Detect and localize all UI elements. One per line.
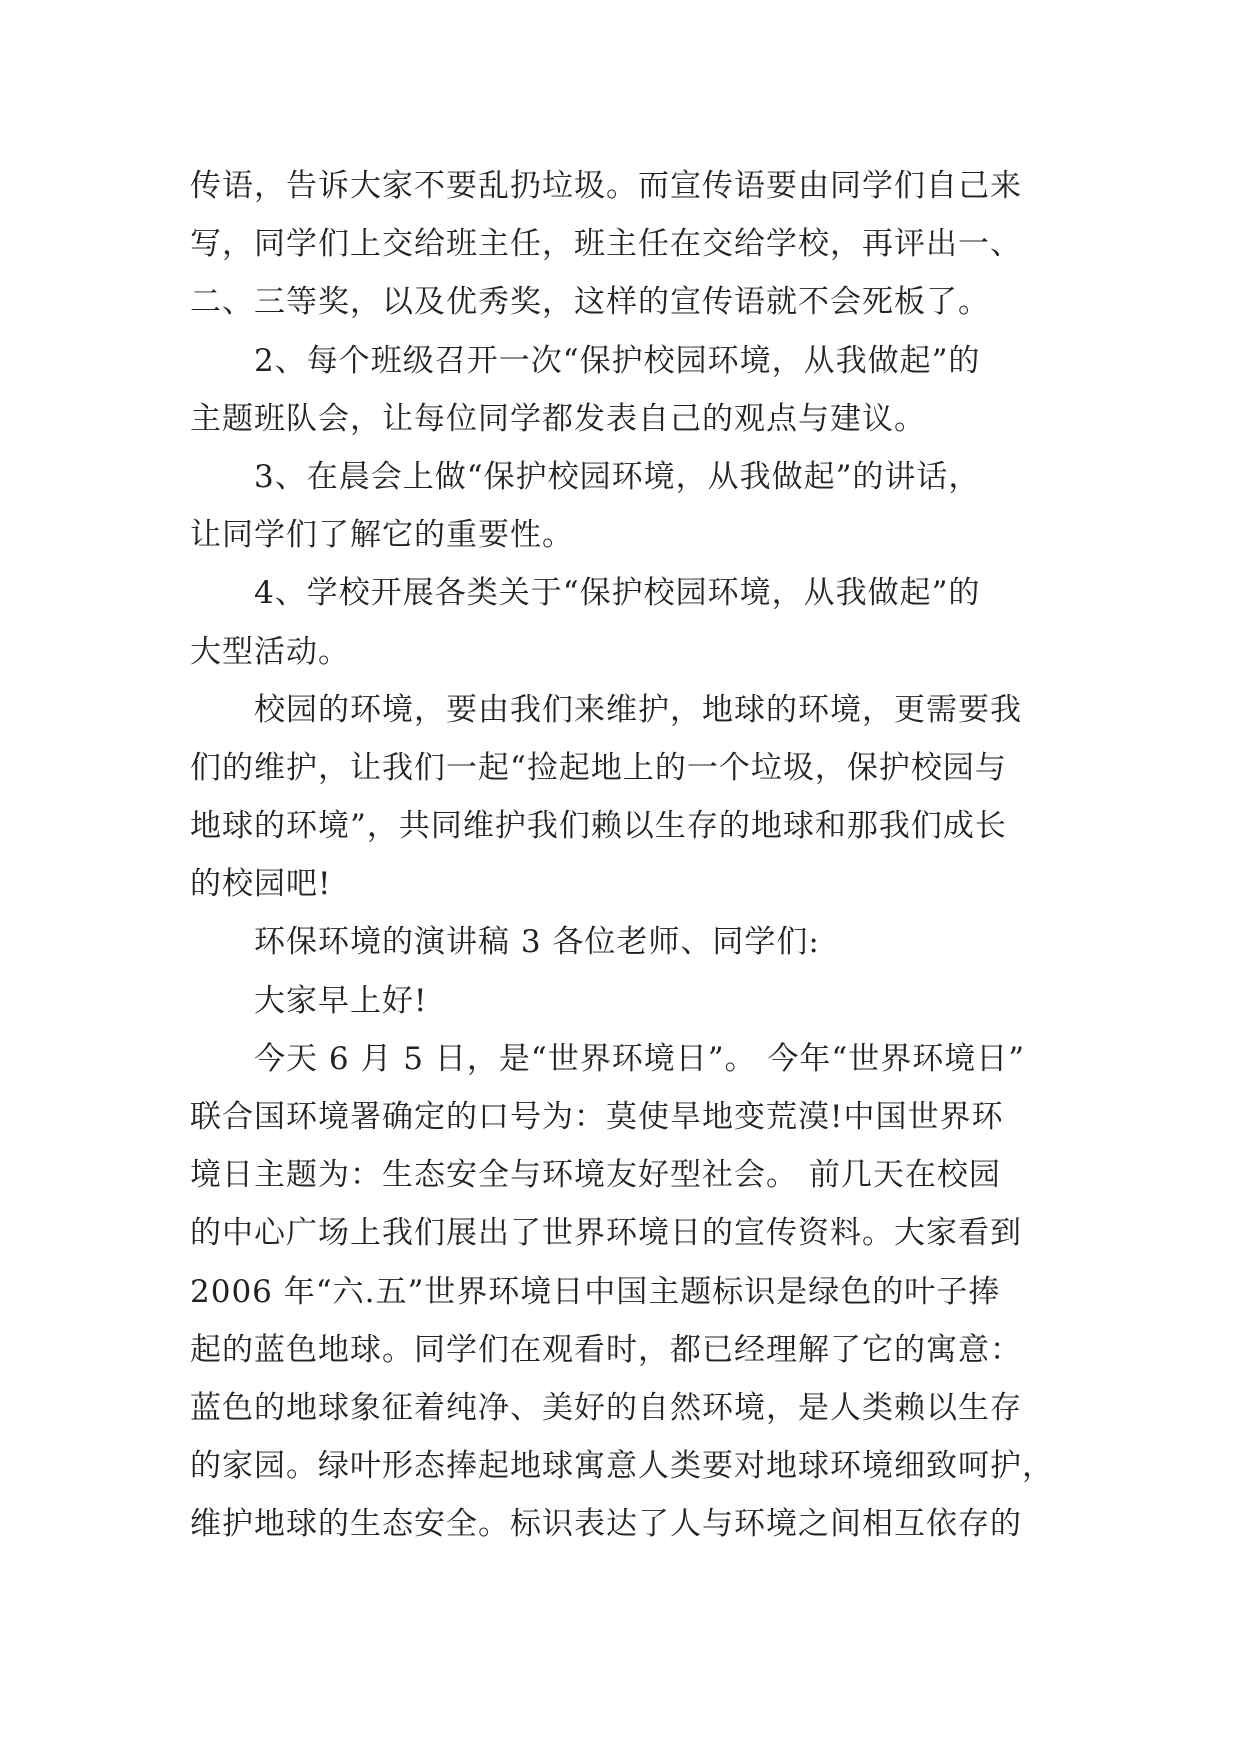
text-line: 3、在晨会上做“保护校园环境，从我做起”的讲话，: [254, 458, 981, 495]
text-line: 今天 6 月 5 日，是“世界环境日”。 今年“世界环境日”: [254, 1040, 1026, 1077]
text-line: 传语，告诉大家不要乱扔垃圾。而宣传语要由同学们自己来: [190, 168, 1022, 204]
text-line: 的校园吧!: [190, 866, 332, 903]
text-line: 地球的环境”，共同维护我们赖以生存的地球和那我们成长: [190, 808, 1007, 845]
text-line: 联合国环境署确定的口号为：莫使旱地变荒漠!中国世界环: [190, 1099, 1004, 1135]
text-line: 4、学校开展各类关于“保护校园环境，从我做起”的: [254, 575, 981, 612]
text-line: 起的蓝色地球。同学们在观看时，都已经理解了它的寓意：: [190, 1331, 1022, 1368]
text-line: 维护地球的生态安全。标识表达了人与环境之间相互依存的: [190, 1506, 1022, 1543]
text-line: 让同学们了解它的重要性。: [190, 517, 574, 554]
document-body: [190, 157, 1080, 1554]
text-line: 二、三等奖，以及优秀奖，这样的宣传语就不会死板了。: [190, 284, 990, 321]
text-line: 蓝色的地球象征着纯净、美好的自然环境，是人类赖以生存: [190, 1389, 1022, 1426]
text-line: 校园的环境，要由我们来维护，地球的环境，更需要我: [254, 691, 1022, 728]
text-line: 大家早上好!: [254, 982, 428, 1019]
text-line: 2006 年“六.五”世界环境日中国主题标识是绿色的叶子捧: [190, 1273, 1001, 1310]
text-line: 2、每个班级召开一次“保护校园环境，从我做起”的: [254, 342, 981, 379]
text-line: 的中心广场上我们展出了世界环境日的宣传资料。大家看到: [190, 1215, 1022, 1252]
text-line: 们的维护，让我们一起“捡起地上的一个垃圾，保护校园与: [190, 749, 1007, 786]
text-line: 写，同学们上交给班主任，班主任在交给学校，再评出一、: [190, 226, 1022, 263]
text-line: 主题班队会，让每位同学都发表自己的观点与建议。: [190, 400, 926, 437]
text-line: 境日主题为：生态安全与环境友好型社会。 前几天在校园: [190, 1157, 1001, 1194]
text-line: 环保环境的演讲稿 3 各位老师、同学们:: [254, 924, 820, 961]
text-line: 大型活动。: [190, 633, 350, 670]
text-line: 的家园。绿叶形态捧起地球寓意人类要对地球环境细致呵护，: [190, 1448, 1054, 1485]
